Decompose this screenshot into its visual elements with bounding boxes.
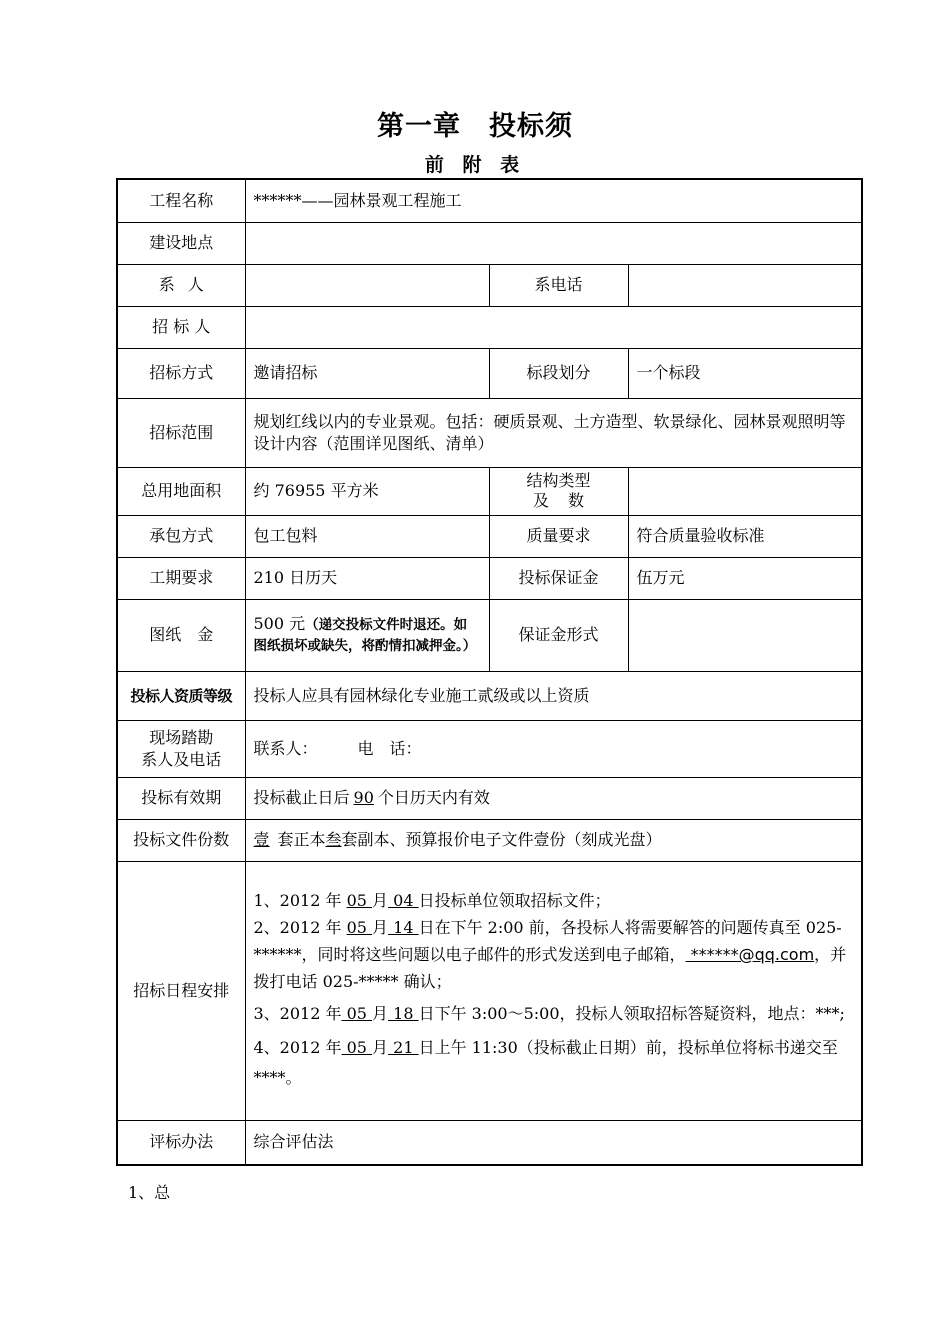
structure-label-line1: 结构类型 (526, 471, 591, 490)
duration-value: 210 日历天 (245, 557, 489, 599)
validity-label: 投标有效期 (117, 777, 245, 819)
table-row (117, 599, 862, 671)
scope-value: 规划红线以内的专业景观。包括：硬质景观、土方造型、软景绿化、园林景观照明等设计内容（范围详见图纸、清单） (245, 398, 862, 467)
table-row (117, 179, 862, 222)
section-label: 标段划分 (489, 348, 628, 398)
table-row (117, 861, 862, 1120)
tenderer-value (245, 306, 862, 348)
drawing-fee-amount: 500 元 (253, 614, 306, 633)
copies-text-1: 套正本 (277, 830, 326, 849)
table-row (117, 264, 862, 306)
qualification-label: 投标人资质等级 (117, 671, 245, 720)
qualification-value: 投标人应具有园林绿化专业施工贰级或以上资质 (245, 671, 862, 720)
project-name-value: ******——园林景观工程施工 (245, 179, 862, 222)
contract-label: 承包方式 (117, 515, 245, 557)
copies-text-2: 套副本、预算报价电子文件壹份（刻成光盘） (341, 830, 662, 849)
validity-days: 90 (353, 788, 374, 807)
drawing-fee-label: 图纸 金 (117, 599, 245, 671)
method-label: 招标方式 (117, 348, 245, 398)
schedule-label: 招标日程安排 (117, 861, 245, 1120)
table-row (117, 671, 862, 720)
table-row (117, 557, 862, 599)
table-row (117, 1120, 862, 1165)
copies-value (245, 819, 862, 861)
section-heading: 1、总 (128, 1183, 171, 1202)
project-name-label: 工程名称 (117, 179, 245, 222)
copies-original-count: 壹 (253, 830, 270, 849)
structure-value (628, 467, 862, 515)
contact-value (245, 264, 489, 306)
contact-phone-value (628, 264, 862, 306)
tender-info-table (116, 178, 863, 1166)
structure-label (489, 467, 628, 515)
validity-prefix: 投标截止日后 (253, 788, 350, 807)
bond-form-label: 保证金形式 (489, 599, 628, 671)
drawing-fee-value (245, 599, 489, 671)
evaluation-value: 综合评估法 (245, 1120, 862, 1165)
structure-label-line2: 及 数 (532, 491, 585, 510)
table-row (117, 515, 862, 557)
page-subtitle: 前 附 表 (424, 154, 526, 176)
evaluation-label: 评标办法 (117, 1120, 245, 1165)
area-label: 总用地面积 (117, 467, 245, 515)
table-row (117, 348, 862, 398)
schedule-item-1: 1、2012 年 05 月 04 日投标单位领取招标文件； (253, 891, 611, 910)
schedule-item-3: 3、2012 年 05 月 18 日下午 3:00～5:00，投标人领取招标答疑资料，地点：***; (253, 1004, 845, 1023)
table-row (117, 306, 862, 348)
table-row (117, 720, 862, 777)
location-label: 建设地点 (117, 222, 245, 264)
bond-label: 投标保证金 (489, 557, 628, 599)
duration-label: 工期要求 (117, 557, 245, 599)
quality-label: 质量要求 (489, 515, 628, 557)
scope-label: 招标范围 (117, 398, 245, 467)
schedule-value (245, 861, 862, 1120)
validity-value (245, 777, 862, 819)
method-value: 邀请招标 (245, 348, 489, 398)
table-row (117, 777, 862, 819)
site-visit-value: 联系人： 电 话： (245, 720, 862, 777)
copies-label: 投标文件份数 (117, 819, 245, 861)
drawing-fee-note: （递交投标文件时退还。如图纸损坏或缺失，将酌情扣减押金。） (253, 617, 477, 654)
location-value (245, 222, 862, 264)
quality-value: 符合质量验收标准 (628, 515, 862, 557)
bond-form-value (628, 599, 862, 671)
schedule-email: ******@qq.com (685, 945, 815, 964)
tenderer-label: 招 标 人 (117, 306, 245, 348)
page-title: 第一章 投标须 (377, 111, 573, 142)
contact-phone-label: 系电话 (489, 264, 628, 306)
contact-label: 系 人 (117, 264, 245, 306)
copies-copy-count: 叁 (325, 830, 342, 849)
bond-value: 伍万元 (628, 557, 862, 599)
schedule-item-4: 4、2012 年 05 月 21 日上午 11:30（投标截止日期）前，投标单位将标书递交至****。 (253, 1038, 838, 1087)
table-row (117, 398, 862, 467)
section-value: 一个标段 (628, 348, 862, 398)
schedule-item-2: 2、2012 年 05 月 14 日在下午 2:00 前，各投标人将需要解答的问题传真至 025-******，同时将这些问题以电子邮件的形式发送到电子邮箱， ******@qq.com，并拨打电话 025-***** 确认； (253, 918, 847, 991)
table-row (117, 467, 862, 515)
contract-value: 包工包料 (245, 515, 489, 557)
table-row (117, 819, 862, 861)
area-value: 约 76955 平方米 (245, 467, 489, 515)
site-visit-label (117, 720, 245, 777)
site-visit-label-line1: 现场踏勘 (149, 727, 214, 747)
site-visit-label-line2: 系人及电话 (141, 749, 222, 769)
validity-suffix: 个日历天内有效 (377, 788, 490, 807)
table-row (117, 222, 862, 264)
